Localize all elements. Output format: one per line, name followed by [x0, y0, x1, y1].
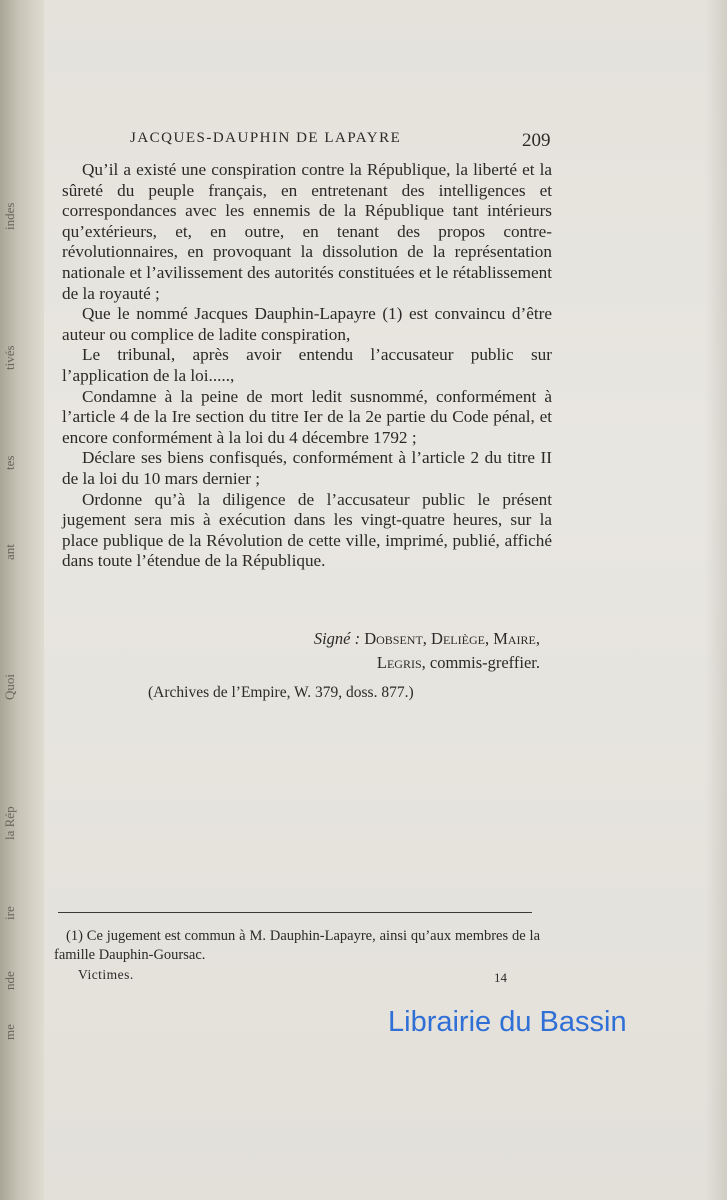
paragraph: Déclare ses biens confisqués, conformément à l’article 2 du titre II de la loi du 10 mars dernier ;: [62, 448, 552, 488]
greffier-role: commis-greffier.: [429, 653, 540, 672]
printer-signature-mark: Victimes.: [78, 967, 134, 982]
signature-line-2: [240, 651, 540, 675]
sheet-number: 14: [494, 970, 507, 985]
adjacent-page-fragment: tes: [2, 455, 17, 470]
running-head: JACQUES-DAUPHIN DE LAPAYRE: [130, 130, 402, 146]
footnote: [54, 927, 540, 965]
page-number: 209: [522, 130, 551, 151]
paragraph: Ordonne qu’à la diligence de l’accusateur public le présent jugement sera mis à exécution dans les vingt-quatre heures, sur la place publique de la Révolution de cette ville, imprimé, publié, affiché dans toute l’étendue de la République.: [62, 489, 552, 571]
archives-reference: (Archives de l’Empire, W. 379, doss. 877.): [148, 684, 414, 701]
adjacent-page-fragment: ire: [2, 906, 17, 920]
watermark: Librairie du Bassin: [388, 1006, 627, 1038]
signature-block: [240, 627, 540, 675]
adjacent-page-fragment: nde: [2, 971, 17, 990]
footnote-marker: (1): [66, 928, 83, 944]
signature-line-1: [240, 627, 540, 651]
greffier-name: Legris,: [376, 653, 426, 672]
adjacent-page-fragment: indes: [2, 202, 17, 230]
adjacent-page-fragment: me: [2, 1024, 17, 1040]
adjacent-page-fragment: la Rép: [2, 806, 17, 840]
adjacent-page-margin: [0, 0, 44, 1200]
signature-names: Dobsent, Deliège, Maire,: [364, 629, 540, 648]
adjacent-page-fragment: Quoi: [2, 674, 17, 700]
footnote-text: Ce jugement est commun à M. Dauphin-Lapayre, ainsi qu’aux membres de la famille Dauphin-Goursac.: [54, 928, 541, 963]
signature-label: Signé :: [313, 629, 361, 648]
paragraph: Le tribunal, après avoir entendu l’accusateur public sur l’application de la loi.....,: [62, 345, 552, 385]
adjacent-page-fragment: tivés: [2, 345, 17, 370]
paragraph: Que le nommé Jacques Dauphin-Lapayre (1) est convaincu d’être auteur ou complice de ladite conspiration,: [62, 304, 552, 344]
footnote-rule: [58, 912, 532, 913]
paragraph: Condamne à la peine de mort ledit susnommé, conformément à l’article 4 de la Ire section du titre Ier de la 2e partie du Code pénal, et encore conformément à la loi du 4 décembre 1792 ;: [62, 386, 552, 447]
paragraph: Qu’il a existé une conspiration contre la République, la liberté et la sûreté du peuple français, en entretenant des intelligences et correspondances avec les ennemis de la République tant intérieurs qu’extérieurs, et, en outre, en tenant des propos contre-révolutionnaires, en provoquant la dissolution de la représentation nationale et l’avilissement des autorités constituées et le rétablissement de la royauté ;: [62, 160, 552, 303]
body-text: [62, 160, 552, 572]
page-edge-shadow: [705, 0, 727, 1200]
adjacent-page-fragment: ant: [2, 544, 17, 560]
